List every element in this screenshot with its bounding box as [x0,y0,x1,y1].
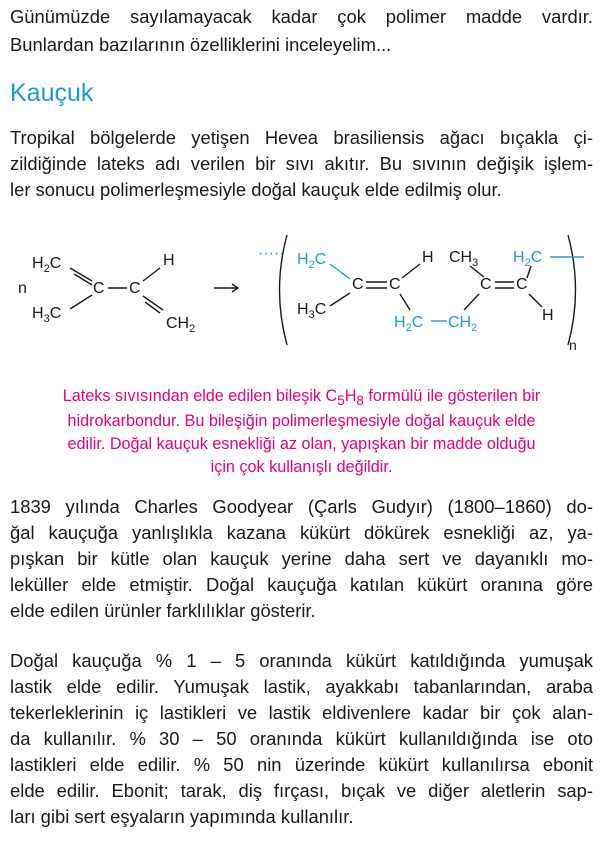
para2-line-1: 1839 yılında Charles Goodyear (Çarls Gudyır) (1800–1860) do- [10,496,593,517]
para1-line-1: Tropikal bölgelerde yetişen Hevea brasiliensis ağacı bıçakla çi- [10,127,593,148]
note-line-4: için çok kullanışlı değildir. [210,458,393,476]
para3-line-4: da kullanılır. % 30 – 50 oranında kükürt kullanıldığında ise oto [10,728,593,749]
para1-line-3: ler sonucu polimerleşmesiyle doğal kauçuk elde edilmiş olur. [10,179,502,200]
para3-line-5: lastikleri elde edilir. % 50 nin üzerinde kükürt kullanılırsa ebonit [10,754,593,775]
monomer-h2c: $H_2C$ [32,255,62,275]
para1-line-2: zildiğinde lateks adı verilen bir sıvı akıtır. Bu sıvının değişik işlem- [10,153,593,174]
monomer-c-center: C [93,280,105,297]
polymer-dots: ····· [258,245,285,262]
para2-line-2: ğal kauçuğa yanlışlıkla kazana kükürt dökürek esnekliği az, ya- [10,522,593,543]
polymer-h2c-mid: $H_2C$ [394,314,424,334]
polymer-h3c: $H_3C$ [297,301,327,321]
monomer-h: H [163,252,175,269]
polymer-h-top: H [422,249,434,266]
intro-line-2: Bunlardan bazılarının özelliklerini inceleyelim... [10,34,392,55]
para2-line-5: elde edilen ürünler farklılıklar gösterir. [10,600,316,621]
polymer-ch2-mid: $CH_2$ [448,314,478,334]
monomer-h3c: $H_3C$ [32,305,62,325]
para3-line-2: lastik elde edilir. Yumuşak lastik, ayakkabı tabanlarından, araba [10,676,593,697]
monomer-n: n [18,280,27,297]
monomer-ch2: $CH_2$ [166,315,196,335]
monomer-bonds [70,268,163,313]
para2-line-4: leküller elde etmiştir. Doğal kauçuğa katılan kükürt oranına göre [10,574,593,595]
para3-line-7: ları gibi sert eşyaların yapımında kullanılır. [10,806,354,827]
polymer-ch3: $CH_3$ [449,249,479,269]
para3-line-6: elde edilir. Ebonit; tarak, diş fırçası, bıçak ve diğer aletlerin sap- [10,780,593,801]
polymer-c2: C [389,276,401,293]
polymer-c1: C [352,276,364,293]
para2-line-3: pışkan bir kütle olan kauçuk yerine daha sert ve dayanıklı mo- [10,548,593,569]
note-line-1: Lateks sıvısından elde edilen bileşik $C_5H_8$ formülü ile gösterilen bir [62,387,541,409]
section-heading: Kauçuk [10,79,94,107]
intro-line-1: Günümüzde sayılamayacak kadar çok polimer madde vardır. [10,6,593,27]
polymer-h2c-left: $H_2C$ [297,251,327,271]
polymer-c3: C [480,276,492,293]
reaction-arrow [214,284,238,292]
note-line-2: hidrokarbondur. Bu bileşiğin polimerleşmesiyle doğal kauçuk elde [67,412,536,430]
polymer-n: n [569,337,577,353]
polymer-h2c-right: $H_2C$ [513,249,543,269]
polymer-right-bracket [568,235,576,345]
monomer-c-right: C [129,280,141,297]
polymer-c4: C [516,276,528,293]
para3-line-3: tekerleklerinin iç lastikleri ve lastik eldivenlere kadar bir çok alan- [10,702,593,723]
polymer-h-right: H [542,307,554,324]
note-line-3: edilir. Doğal kauçuk esnekliği az olan, yapışkan bir madde olduğu [67,435,536,453]
para3-line-1: Doğal kauçuğa % 1 – 5 oranında kükürt katıldığında yumuşak [10,650,593,671]
